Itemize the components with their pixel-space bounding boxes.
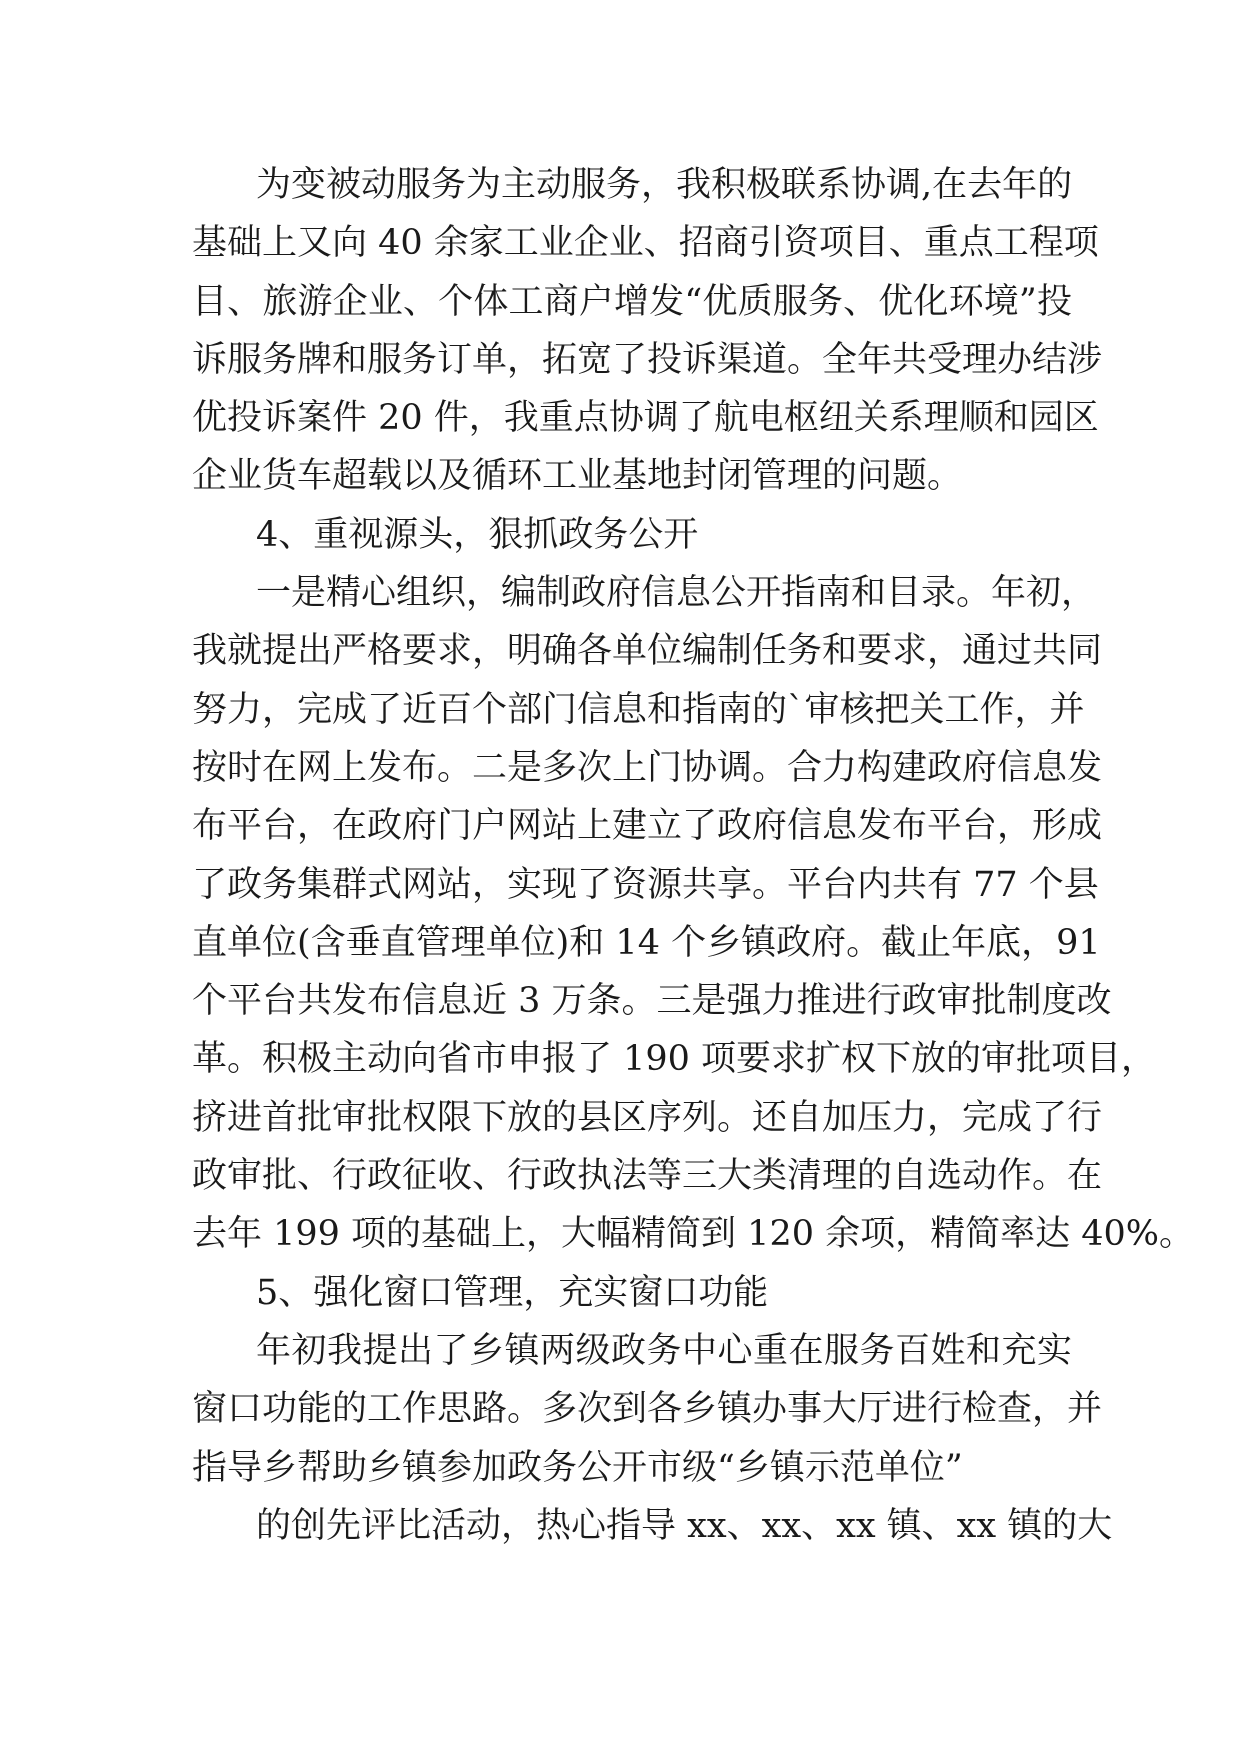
- paragraph-line: 诉服务牌和服务订单，拓宽了投诉渠道。全年共受理办结涉: [192, 339, 1103, 380]
- paragraph-line: 优投诉案件 20 件，我重点协调了航电枢纽关系理顺和园区: [192, 398, 1099, 439]
- paragraph-line: 一是精心组织，编制政府信息公开指南和目录。年初，: [256, 573, 1097, 614]
- paragraph-line: 的创先评比活动，热心指导 xx、xx、xx 镇、xx 镇的大: [256, 1505, 1113, 1546]
- paragraph-line: 目、旅游企业、个体工商户增发“优质服务、优化环境”投: [192, 281, 1072, 322]
- paragraph-line: 我就提出严格要求，明确各单位编制任务和要求，通过共同: [192, 631, 1103, 672]
- paragraph-line: 政审批、行政征收、行政执法等三大类清理的自选动作。在: [192, 1156, 1103, 1197]
- paragraph-line: 努力，完成了近百个部门信息和指南的`审核把关工作，并: [192, 689, 1085, 730]
- paragraph-line: 年初我提出了乡镇两级政务中心重在服务百姓和充实: [256, 1330, 1072, 1371]
- paragraph-line: 了政务集群式网站，实现了资源共享。平台内共有 77 个县: [192, 864, 1099, 905]
- paragraph-line: 直单位(含垂直管理单位)和 14 个乡镇政府。截止年底，91: [192, 922, 1101, 963]
- paragraph-line: 按时在网上发布。二是多次上门协调。合力构建政府信息发: [192, 747, 1103, 788]
- body-text: [192, 156, 1195, 1555]
- paragraph-line: 挤进首批审批权限下放的县区序列。还自加压力，完成了行: [192, 1097, 1103, 1138]
- paragraph-line: 企业货车超载以及循环工业基地封闭管理的问题。: [192, 456, 963, 497]
- paragraph-line: 窗口功能的工作思路。多次到各乡镇办事大厅进行检查，并: [192, 1389, 1103, 1430]
- paragraph-line: 布平台，在政府门户网站上建立了政府信息发布平台，形成: [192, 806, 1103, 847]
- paragraph-line: 去年 199 项的基础上，大幅精简到 120 余项，精简率达 40%。: [192, 1214, 1195, 1255]
- paragraph-line: 基础上又向 40 余家工业企业、招商引资项目、重点工程项: [192, 223, 1099, 264]
- paragraph-line: 革。积极主动向省市申报了 190 项要求扩权下放的审批项目，: [192, 1039, 1157, 1080]
- paragraph-line: 为变被动服务为主动服务，我积极联系协调,在去年的: [256, 165, 1073, 205]
- section-heading: 5、强化窗口管理，充实窗口功能: [256, 1272, 769, 1313]
- paragraph-line: 个平台共发布信息近 3 万条。三是强力推进行政审批制度改: [192, 981, 1112, 1022]
- section-heading: 4、重视源头，狠抓政务公开: [256, 514, 699, 555]
- paragraph-line: 指导乡帮助乡镇参加政务公开市级“乡镇示范单位”: [192, 1447, 963, 1488]
